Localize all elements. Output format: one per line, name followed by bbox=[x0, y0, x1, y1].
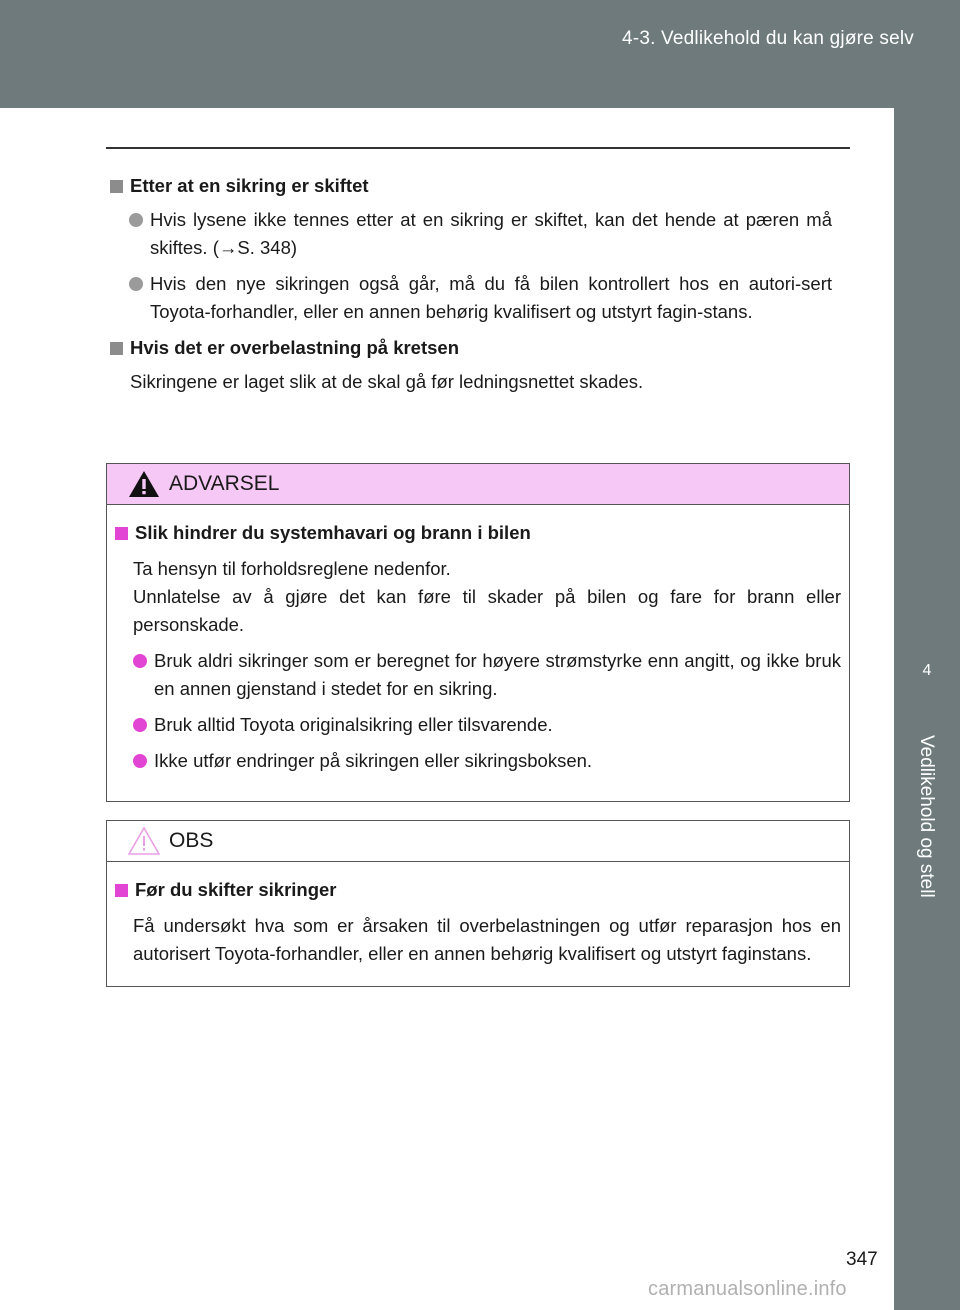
notice-title: OBS bbox=[169, 829, 214, 852]
top-rule bbox=[106, 147, 850, 149]
round-bullet-icon bbox=[129, 277, 143, 291]
side-tab-top bbox=[894, 108, 960, 624]
notice-box bbox=[106, 820, 850, 987]
round-bullet-icon bbox=[133, 654, 147, 668]
paragraph: Sikringene er laget slik at de skal gå før ledningsnettet skades. bbox=[130, 371, 644, 392]
watermark: carmanualsonline.info bbox=[648, 1278, 847, 1300]
round-bullet-icon bbox=[133, 754, 147, 768]
section-heading: Etter at en sikring er skiftet bbox=[110, 172, 832, 200]
square-bullet-icon bbox=[110, 180, 123, 193]
page-number: 347 bbox=[846, 1249, 878, 1270]
notice-header bbox=[107, 821, 849, 862]
list-item: Bruk aldri sikringer som er beregnet for høyere strømstyrke enn angitt, og ikke bruk en annen gjenstand i stedet for en sikring. bbox=[133, 647, 841, 703]
list-item: Hvis den nye sikringen også går, må du få bilen kontrollert hos en autori-sert Toyota-forhandler, eller en annen behørig kvalifisert og utstyrt fagin-stans. bbox=[129, 270, 832, 326]
warning-box bbox=[106, 463, 850, 802]
square-bullet-icon bbox=[115, 884, 128, 897]
round-bullet-icon bbox=[129, 213, 143, 227]
list-item: Hvis lysene ikke tennes etter at en sikring er skiftet, kan det hende at pæren må skiftes. (→S. 348) bbox=[129, 206, 832, 262]
round-bullet-icon bbox=[133, 718, 147, 732]
section-heading: Hvis det er overbelastning på kretsen bbox=[110, 334, 832, 362]
main-content bbox=[110, 172, 832, 396]
paragraph: Få undersøkt hva som er årsaken til overbelastningen og utfør reparasjon hos en autorisert Toyota-forhandler, eller en annen behørig kvalifisert og utstyrt faginstans. bbox=[133, 915, 841, 964]
chapter-label: Vedlikehold og stell bbox=[916, 735, 937, 898]
chapter-number: 4 bbox=[894, 624, 960, 718]
caution-triangle-icon bbox=[127, 826, 161, 856]
square-bullet-icon bbox=[115, 527, 128, 540]
notice-heading: Før du skifter sikringer bbox=[115, 876, 841, 904]
paragraph: Ta hensyn til forholdsreglene nedenfor. bbox=[133, 558, 451, 579]
square-bullet-icon bbox=[110, 342, 123, 355]
warning-header bbox=[107, 464, 849, 505]
paragraph: Unnlatelse av å gjøre det kan føre til skader på bilen og fare for brann eller personskade. bbox=[133, 586, 841, 635]
warning-title: ADVARSEL bbox=[169, 472, 280, 495]
notice-body bbox=[107, 862, 849, 986]
warning-heading: Slik hindrer du systemhavari og brann i bilen bbox=[115, 519, 841, 547]
header-bar bbox=[0, 0, 960, 108]
warning-body bbox=[107, 505, 849, 801]
warning-triangle-icon bbox=[127, 469, 161, 499]
list-item: Bruk alltid Toyota originalsikring eller tilsvarende. bbox=[133, 711, 841, 739]
list-item: Ikke utfør endringer på sikringen eller sikringsboksen. bbox=[133, 747, 841, 775]
section-title: 4-3. Vedlikehold du kan gjøre selv bbox=[622, 28, 914, 49]
